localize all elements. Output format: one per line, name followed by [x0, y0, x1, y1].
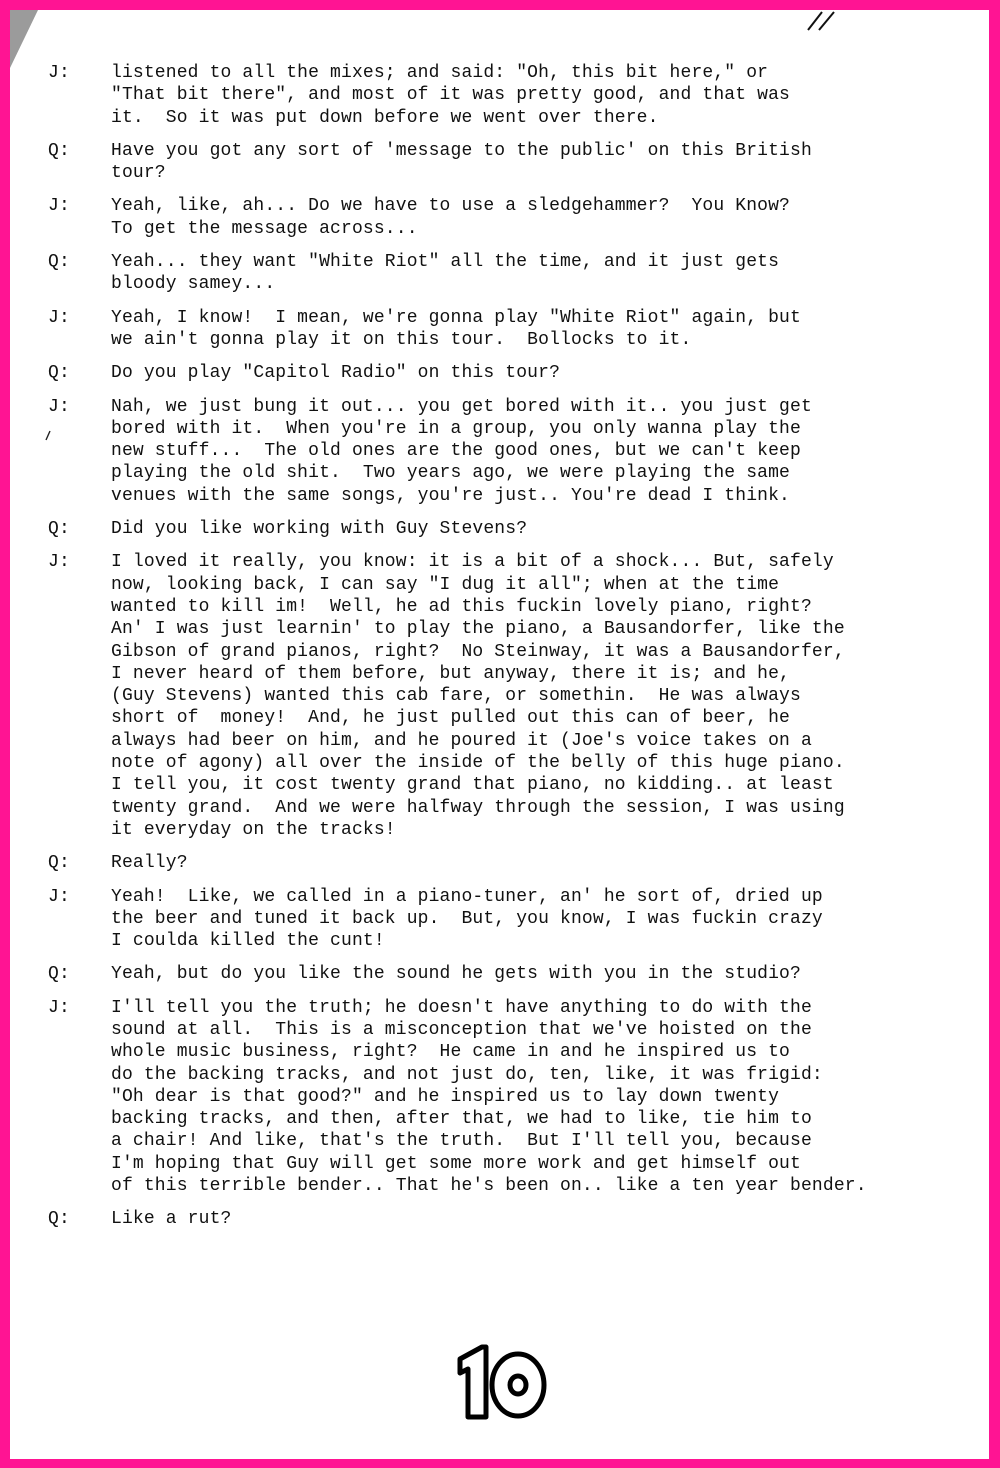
text-line: backing tracks, and then, after that, we had to like, tie him to	[111, 1109, 812, 1130]
text-line: "Oh dear is that good?" and he inspired us to lay down twenty	[111, 1086, 780, 1107]
text-line: new stuff... The old ones are the good ones, but we can't keep	[111, 441, 801, 462]
speaker-label: J:	[48, 552, 70, 573]
text-line: I never heard of them before, but anyway, there it is; and he,	[111, 663, 791, 684]
text-line: bored with it. When you're in a group, you only wanna play the	[111, 418, 801, 439]
text-line: Yeah, I know! I mean, we're gonna play "White Riot" again, but	[111, 307, 801, 328]
text-line: listened to all the mixes; and said: "Oh, this bit here," or	[111, 63, 769, 83]
entry-text	[111, 195, 948, 240]
speaker-label: Q:	[48, 964, 70, 985]
text-line: I tell you, it cost twenty grand that piano, no kidding.. at least	[111, 775, 834, 796]
text-line: Yeah, like, ah... Do we have to use a sledgehammer? You Know?	[111, 196, 791, 217]
text-line: it. So it was put down before we went over there.	[111, 107, 659, 128]
entry-text	[111, 852, 948, 874]
transcript-entry	[48, 997, 948, 1198]
transcript-entry	[48, 62, 948, 129]
text-line: I coulda killed the cunt!	[111, 931, 385, 952]
text-line: playing the old shit. Two years ago, we were playing the same	[111, 463, 791, 484]
text-line: a chair! And like, that's the truth. But I'll tell you, because	[111, 1131, 812, 1152]
speaker-label: J:	[48, 63, 70, 83]
text-line: I loved it really, you know: it is a bit of a shock... But, safely	[111, 552, 834, 573]
speaker-label: Q:	[48, 1209, 70, 1230]
entry-text	[111, 307, 948, 352]
transcript-entry	[48, 140, 948, 185]
text-line: sound at all. This is a misconception that we've hoisted on the	[111, 1019, 812, 1040]
text-line: the beer and tuned it back up. But, you know, I was fuckin crazy	[111, 908, 823, 929]
entry-text	[111, 551, 948, 841]
transcript-entry	[48, 195, 948, 240]
entry-text	[111, 997, 948, 1198]
slash-marks-icon	[804, 10, 840, 32]
transcript-entry	[48, 886, 948, 953]
entry-text	[111, 251, 948, 296]
text-line: I'll tell you the truth; he doesn't have anything to do with the	[111, 997, 812, 1018]
speaker-label: Q:	[48, 519, 70, 540]
text-line: Yeah! Like, we called in a piano-tuner, an' he sort of, dried up	[111, 886, 823, 907]
speaker-label: Q:	[48, 140, 70, 161]
transcript-entry	[48, 852, 948, 874]
page-number-graphic	[452, 1343, 552, 1423]
text-line: short of money! And, he just pulled out this can of beer, he	[111, 708, 791, 729]
text-line: we ain't gonna play it on this tour. Bollocks to it.	[111, 329, 692, 350]
transcript-entry	[48, 963, 948, 985]
transcript-entry	[48, 518, 948, 540]
text-line: Gibson of grand pianos, right? No Steinway, it was a Bausandorfer,	[111, 641, 845, 662]
entry-text	[111, 886, 948, 953]
speaker-label: Q:	[48, 363, 70, 384]
text-line: of this terrible bender.. That he's been on.. like a ten year bender.	[111, 1176, 867, 1197]
interview-transcript	[48, 62, 948, 1242]
text-line: An' I was just learnin' to play the piano, a Bausandorfer, like the	[111, 619, 845, 640]
text-line: Do you play "Capitol Radio" on this tour?	[111, 363, 561, 384]
transcript-entry	[48, 396, 948, 507]
speaker-label: J:	[48, 396, 70, 417]
entry-text	[111, 963, 948, 985]
transcript-entry	[48, 251, 948, 296]
entry-text	[111, 396, 948, 507]
text-line: Have you got any sort of 'message to the public' on this British	[111, 140, 812, 161]
transcript-entry	[48, 1208, 948, 1230]
text-line: wanted to kill im! Well, he ad this fuckin lovely piano, right?	[111, 596, 812, 617]
text-line: do the backing tracks, and not just do, ten, like, it was frigid:	[111, 1064, 823, 1085]
text-line: Did you like working with Guy Stevens?	[111, 519, 528, 540]
entry-text	[111, 140, 948, 185]
entry-text	[111, 62, 948, 129]
text-line: whole music business, right? He came in and he inspired us to	[111, 1042, 791, 1063]
text-line: (Guy Stevens) wanted this cab fare, or somethin. He was always	[111, 686, 801, 707]
text-line: note of agony) all over the inside of the belly of this huge piano.	[111, 753, 845, 774]
text-line: Like a rut?	[111, 1209, 232, 1230]
text-line: Yeah... they want "White Riot" all the time, and it just gets	[111, 252, 780, 273]
speaker-label: J:	[48, 886, 70, 907]
transcript-entry	[48, 362, 948, 384]
text-line: To get the message across...	[111, 218, 418, 239]
text-line: Really?	[111, 853, 188, 874]
corner-fold-mark	[10, 10, 40, 70]
entry-text	[111, 1208, 948, 1230]
speaker-label: J:	[48, 997, 70, 1018]
text-line: bloody samey...	[111, 274, 276, 295]
text-line: twenty grand. And we were halfway through the session, I was using	[111, 797, 845, 818]
text-line: I'm hoping that Guy will get some more work and get himself out	[111, 1153, 801, 1174]
entry-text	[111, 362, 948, 384]
text-line: Nah, we just bung it out... you get bored with it.. you just get	[111, 396, 812, 417]
speaker-label: Q:	[48, 252, 70, 273]
text-line: it everyday on the tracks!	[111, 819, 396, 840]
text-line: tour?	[111, 163, 166, 184]
text-line: venues with the same songs, you're just.. You're dead I think.	[111, 485, 791, 506]
speaker-label: J:	[48, 196, 70, 217]
text-line: Yeah, but do you like the sound he gets with you in the studio?	[111, 964, 801, 985]
entry-text	[111, 518, 948, 540]
text-line: always had beer on him, and he poured it (Joe's voice takes on a	[111, 730, 812, 751]
speaker-label: Q:	[48, 853, 70, 874]
transcript-entry	[48, 551, 948, 841]
transcript-entry	[48, 307, 948, 352]
text-line: now, looking back, I can say "I dug it all"; when at the time	[111, 574, 780, 595]
speaker-label: J:	[48, 307, 70, 328]
text-line: "That bit there", and most of it was pretty good, and that was	[111, 85, 791, 106]
